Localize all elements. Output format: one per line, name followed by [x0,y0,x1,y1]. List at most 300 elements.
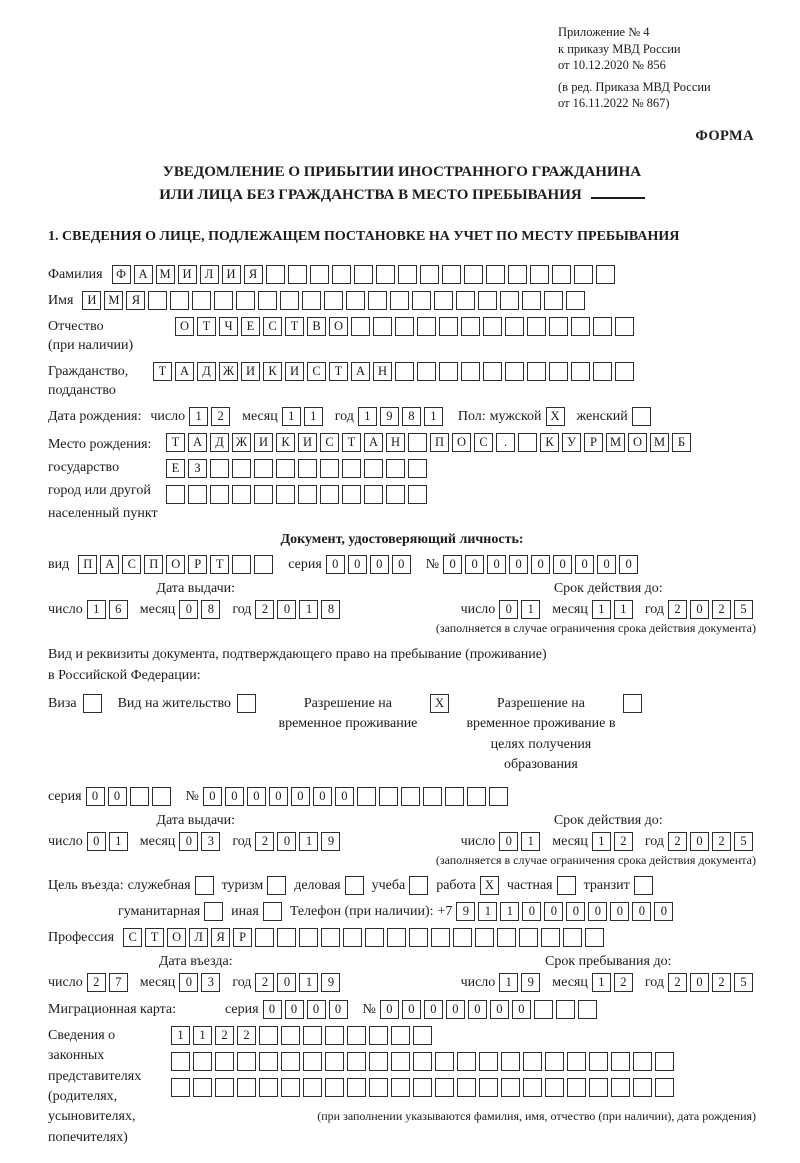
char-cell[interactable] [409,876,428,895]
char-cell[interactable] [413,1052,432,1071]
char-cell[interactable] [288,265,307,284]
char-cell[interactable]: 0 [291,787,310,806]
char-cell[interactable]: 1 [521,600,540,619]
char-cell[interactable]: 1 [193,1026,212,1045]
char-cell[interactable] [210,459,229,478]
char-cell[interactable] [401,787,420,806]
char-cell[interactable] [483,317,502,336]
char-cell[interactable] [574,265,593,284]
char-cell[interactable]: 0 [348,555,367,574]
char-cell[interactable] [195,876,214,895]
char-cell[interactable]: 0 [619,555,638,574]
char-cell[interactable]: 9 [456,902,475,921]
char-cell[interactable] [523,1052,542,1071]
char-cell[interactable] [508,265,527,284]
char-cell[interactable] [254,459,273,478]
char-cell[interactable]: 0 [690,832,709,851]
char-cell[interactable]: О [166,555,185,574]
char-cell[interactable]: 0 [285,1000,304,1019]
char-cell[interactable]: Р [188,555,207,574]
char-cell[interactable]: 0 [487,555,506,574]
char-cell[interactable] [435,1078,454,1097]
char-cell[interactable]: А [364,433,383,452]
char-cell[interactable]: А [351,362,370,381]
char-cell[interactable]: И [285,362,304,381]
char-cell[interactable] [571,317,590,336]
char-cell[interactable] [347,1052,366,1071]
char-cell[interactable]: 0 [335,787,354,806]
char-cell[interactable]: 8 [201,600,220,619]
char-cell[interactable]: П [144,555,163,574]
char-cell[interactable] [478,291,497,310]
char-cell[interactable] [170,291,189,310]
char-cell[interactable]: 1 [87,600,106,619]
char-cell[interactable] [281,1026,300,1045]
char-cell[interactable] [387,928,406,947]
char-cell[interactable]: Д [197,362,216,381]
char-cell[interactable] [386,485,405,504]
char-cell[interactable]: 2 [255,973,274,992]
char-cell[interactable]: 2 [215,1026,234,1045]
char-cell[interactable]: 0 [490,1000,509,1019]
char-cell[interactable]: 2 [87,973,106,992]
char-cell[interactable]: Р [233,928,252,947]
char-cell[interactable] [398,265,417,284]
char-cell[interactable] [589,1052,608,1071]
char-cell[interactable] [386,459,405,478]
char-cell[interactable]: И [82,291,101,310]
char-cell[interactable]: А [100,555,119,574]
char-cell[interactable] [439,362,458,381]
char-cell[interactable]: М [156,265,175,284]
char-cell[interactable] [263,902,282,921]
char-cell[interactable]: 0 [499,600,518,619]
char-cell[interactable] [310,265,329,284]
char-cell[interactable]: 0 [108,787,127,806]
char-cell[interactable] [364,459,383,478]
char-cell[interactable] [527,317,546,336]
char-cell[interactable] [345,876,364,895]
char-cell[interactable] [171,1052,190,1071]
char-cell[interactable] [369,1026,388,1045]
char-cell[interactable] [655,1078,674,1097]
char-cell[interactable] [303,1052,322,1071]
char-cell[interactable] [566,291,585,310]
char-cell[interactable]: Е [166,459,185,478]
char-cell[interactable] [215,1052,234,1071]
char-cell[interactable] [497,928,516,947]
char-cell[interactable] [364,485,383,504]
char-cell[interactable]: 0 [443,555,462,574]
char-cell[interactable] [457,1052,476,1071]
char-cell[interactable] [549,362,568,381]
char-cell[interactable]: X [430,694,449,713]
char-cell[interactable]: 7 [109,973,128,992]
char-cell[interactable]: 8 [321,600,340,619]
char-cell[interactable] [445,787,464,806]
char-cell[interactable]: 1 [592,973,611,992]
char-cell[interactable] [545,1052,564,1071]
char-cell[interactable] [522,291,541,310]
char-cell[interactable]: 0 [566,902,585,921]
char-cell[interactable]: Т [153,362,172,381]
char-cell[interactable] [276,485,295,504]
char-cell[interactable]: С [320,433,339,452]
char-cell[interactable]: 0 [424,1000,443,1019]
char-cell[interactable]: 8 [402,407,421,426]
char-cell[interactable] [321,928,340,947]
char-cell[interactable] [214,291,233,310]
char-cell[interactable]: Я [126,291,145,310]
char-cell[interactable]: 2 [255,832,274,851]
char-cell[interactable]: 3 [201,832,220,851]
char-cell[interactable]: 5 [734,832,753,851]
char-cell[interactable]: 0 [575,555,594,574]
char-cell[interactable]: 9 [521,973,540,992]
char-cell[interactable]: 0 [468,1000,487,1019]
char-cell[interactable]: 0 [269,787,288,806]
char-cell[interactable] [365,928,384,947]
char-cell[interactable]: Н [386,433,405,452]
char-cell[interactable] [166,485,185,504]
char-cell[interactable]: 2 [668,832,687,851]
char-cell[interactable]: 2 [668,600,687,619]
char-cell[interactable] [423,787,442,806]
char-cell[interactable]: 0 [263,1000,282,1019]
char-cell[interactable]: 0 [203,787,222,806]
char-cell[interactable] [232,485,251,504]
char-cell[interactable] [373,317,392,336]
char-cell[interactable] [277,928,296,947]
char-cell[interactable] [192,291,211,310]
char-cell[interactable]: 1 [614,600,633,619]
char-cell[interactable]: 0 [326,555,345,574]
char-cell[interactable] [563,928,582,947]
char-cell[interactable]: 2 [614,832,633,851]
char-cell[interactable]: 1 [299,832,318,851]
char-cell[interactable] [500,291,519,310]
char-cell[interactable] [347,1078,366,1097]
char-cell[interactable]: С [123,928,142,947]
char-cell[interactable]: 0 [225,787,244,806]
char-cell[interactable]: К [540,433,559,452]
char-cell[interactable] [611,1078,630,1097]
char-cell[interactable] [409,928,428,947]
char-cell[interactable]: 0 [87,832,106,851]
char-cell[interactable] [266,265,285,284]
char-cell[interactable]: А [134,265,153,284]
char-cell[interactable]: И [241,362,260,381]
char-cell[interactable]: 1 [478,902,497,921]
char-cell[interactable]: X [480,876,499,895]
char-cell[interactable]: 0 [544,902,563,921]
char-cell[interactable]: 2 [668,973,687,992]
char-cell[interactable] [299,928,318,947]
char-cell[interactable] [193,1052,212,1071]
char-cell[interactable]: О [175,317,194,336]
char-cell[interactable] [325,1078,344,1097]
char-cell[interactable]: Б [672,433,691,452]
char-cell[interactable] [391,1078,410,1097]
char-cell[interactable]: 0 [632,902,651,921]
char-cell[interactable]: 1 [171,1026,190,1045]
char-cell[interactable] [376,265,395,284]
char-cell[interactable]: Т [210,555,229,574]
char-cell[interactable]: 0 [179,832,198,851]
char-cell[interactable] [281,1078,300,1097]
char-cell[interactable]: М [104,291,123,310]
char-cell[interactable]: 2 [712,600,731,619]
char-cell[interactable]: 0 [277,973,296,992]
char-cell[interactable] [368,291,387,310]
char-cell[interactable] [332,265,351,284]
char-cell[interactable] [567,1052,586,1071]
char-cell[interactable]: У [562,433,581,452]
char-cell[interactable] [408,459,427,478]
char-cell[interactable]: 5 [734,600,753,619]
char-cell[interactable]: Р [584,433,603,452]
char-cell[interactable] [457,1078,476,1097]
char-cell[interactable]: 0 [370,555,389,574]
char-cell[interactable]: 0 [313,787,332,806]
char-cell[interactable]: К [263,362,282,381]
char-cell[interactable] [464,265,483,284]
char-cell[interactable] [346,291,365,310]
char-cell[interactable]: 0 [247,787,266,806]
char-cell[interactable] [259,1078,278,1097]
char-cell[interactable] [237,1052,256,1071]
char-cell[interactable]: 1 [521,832,540,851]
char-cell[interactable] [417,362,436,381]
char-cell[interactable] [523,1078,542,1097]
char-cell[interactable]: 0 [179,973,198,992]
char-cell[interactable] [571,362,590,381]
char-cell[interactable] [171,1078,190,1097]
char-cell[interactable]: 0 [588,902,607,921]
char-cell[interactable] [232,555,251,574]
char-cell[interactable] [505,362,524,381]
char-cell[interactable] [420,265,439,284]
char-cell[interactable]: X [546,407,565,426]
char-cell[interactable]: Я [244,265,263,284]
char-cell[interactable] [412,291,431,310]
char-cell[interactable]: Т [329,362,348,381]
char-cell[interactable] [556,1000,575,1019]
char-cell[interactable]: И [298,433,317,452]
char-cell[interactable]: 2 [211,407,230,426]
char-cell[interactable]: 0 [610,902,629,921]
char-cell[interactable]: П [78,555,97,574]
char-cell[interactable] [479,1052,498,1071]
char-cell[interactable]: 6 [109,600,128,619]
char-cell[interactable] [395,317,414,336]
char-cell[interactable] [578,1000,597,1019]
char-cell[interactable] [501,1052,520,1071]
char-cell[interactable]: 0 [277,832,296,851]
char-cell[interactable] [439,317,458,336]
char-cell[interactable] [204,902,223,921]
char-cell[interactable] [391,1052,410,1071]
char-cell[interactable] [347,1026,366,1045]
char-cell[interactable] [518,433,537,452]
char-cell[interactable]: 0 [307,1000,326,1019]
char-cell[interactable]: 2 [614,973,633,992]
char-cell[interactable]: С [122,555,141,574]
char-cell[interactable]: 0 [402,1000,421,1019]
char-cell[interactable] [280,291,299,310]
char-cell[interactable] [413,1078,432,1097]
char-cell[interactable]: З [188,459,207,478]
char-cell[interactable]: 0 [522,902,541,921]
char-cell[interactable] [634,876,653,895]
char-cell[interactable]: П [430,433,449,452]
char-cell[interactable]: М [606,433,625,452]
char-cell[interactable]: С [307,362,326,381]
char-cell[interactable]: 1 [499,973,518,992]
char-cell[interactable]: 0 [179,600,198,619]
char-cell[interactable] [298,485,317,504]
char-cell[interactable]: 0 [86,787,105,806]
char-cell[interactable] [489,787,508,806]
char-cell[interactable] [475,928,494,947]
char-cell[interactable]: 0 [329,1000,348,1019]
char-cell[interactable] [258,291,277,310]
char-cell[interactable] [655,1052,674,1071]
char-cell[interactable]: 1 [282,407,301,426]
char-cell[interactable]: 0 [509,555,528,574]
char-cell[interactable]: 0 [380,1000,399,1019]
char-cell[interactable]: Ф [112,265,131,284]
char-cell[interactable] [188,485,207,504]
char-cell[interactable] [545,1078,564,1097]
char-cell[interactable] [615,362,634,381]
char-cell[interactable] [255,928,274,947]
char-cell[interactable] [259,1052,278,1071]
char-cell[interactable] [342,459,361,478]
char-cell[interactable]: Т [145,928,164,947]
char-cell[interactable]: 2 [712,973,731,992]
char-cell[interactable] [417,317,436,336]
char-cell[interactable] [390,291,409,310]
char-cell[interactable] [343,928,362,947]
char-cell[interactable]: Н [373,362,392,381]
char-cell[interactable] [530,265,549,284]
char-cell[interactable] [408,485,427,504]
char-cell[interactable] [215,1078,234,1097]
char-cell[interactable] [148,291,167,310]
char-cell[interactable]: С [474,433,493,452]
char-cell[interactable]: 0 [654,902,673,921]
char-cell[interactable] [152,787,171,806]
char-cell[interactable]: 2 [712,832,731,851]
char-cell[interactable] [254,485,273,504]
char-cell[interactable]: М [650,433,669,452]
char-cell[interactable] [413,1026,432,1045]
char-cell[interactable] [541,928,560,947]
char-cell[interactable]: 3 [201,973,220,992]
char-cell[interactable]: Т [197,317,216,336]
char-cell[interactable] [534,1000,553,1019]
char-cell[interactable]: К [276,433,295,452]
char-cell[interactable] [527,362,546,381]
char-cell[interactable]: 1 [500,902,519,921]
char-cell[interactable]: Л [189,928,208,947]
char-cell[interactable] [395,362,414,381]
char-cell[interactable] [357,787,376,806]
char-cell[interactable] [303,1026,322,1045]
char-cell[interactable]: О [452,433,471,452]
char-cell[interactable] [281,1052,300,1071]
char-cell[interactable] [632,407,651,426]
char-cell[interactable] [303,1078,322,1097]
char-cell[interactable] [210,485,229,504]
char-cell[interactable] [369,1052,388,1071]
char-cell[interactable] [435,1052,454,1071]
char-cell[interactable]: Ч [219,317,238,336]
char-cell[interactable]: 2 [237,1026,256,1045]
char-cell[interactable] [298,459,317,478]
char-cell[interactable]: Т [342,433,361,452]
char-cell[interactable]: 1 [592,600,611,619]
char-cell[interactable]: . [496,433,515,452]
char-cell[interactable]: О [167,928,186,947]
char-cell[interactable] [633,1052,652,1071]
char-cell[interactable] [232,459,251,478]
char-cell[interactable] [351,317,370,336]
char-cell[interactable]: И [222,265,241,284]
char-cell[interactable]: 1 [592,832,611,851]
char-cell[interactable]: И [254,433,273,452]
char-cell[interactable] [593,362,612,381]
char-cell[interactable] [552,265,571,284]
char-cell[interactable]: 1 [109,832,128,851]
char-cell[interactable]: В [307,317,326,336]
char-cell[interactable]: 0 [446,1000,465,1019]
char-cell[interactable]: Т [285,317,304,336]
char-cell[interactable]: Е [241,317,260,336]
char-cell[interactable] [593,317,612,336]
char-cell[interactable] [431,928,450,947]
char-cell[interactable] [623,694,642,713]
char-cell[interactable] [236,291,255,310]
char-cell[interactable] [391,1026,410,1045]
char-cell[interactable] [549,317,568,336]
char-cell[interactable] [467,787,486,806]
char-cell[interactable] [237,694,256,713]
char-cell[interactable]: Я [211,928,230,947]
char-cell[interactable]: 0 [512,1000,531,1019]
char-cell[interactable]: 0 [597,555,616,574]
char-cell[interactable] [461,317,480,336]
char-cell[interactable] [483,362,502,381]
char-cell[interactable]: О [329,317,348,336]
char-cell[interactable] [408,433,427,452]
char-cell[interactable] [320,459,339,478]
char-cell[interactable]: 0 [277,600,296,619]
char-cell[interactable]: 9 [321,973,340,992]
char-cell[interactable]: 0 [690,600,709,619]
char-cell[interactable]: А [188,433,207,452]
char-cell[interactable] [501,1078,520,1097]
char-cell[interactable] [130,787,149,806]
char-cell[interactable] [325,1026,344,1045]
char-cell[interactable] [461,362,480,381]
char-cell[interactable]: 2 [255,600,274,619]
char-cell[interactable] [324,291,343,310]
char-cell[interactable]: Т [166,433,185,452]
char-cell[interactable]: 5 [734,973,753,992]
char-cell[interactable]: 1 [299,600,318,619]
